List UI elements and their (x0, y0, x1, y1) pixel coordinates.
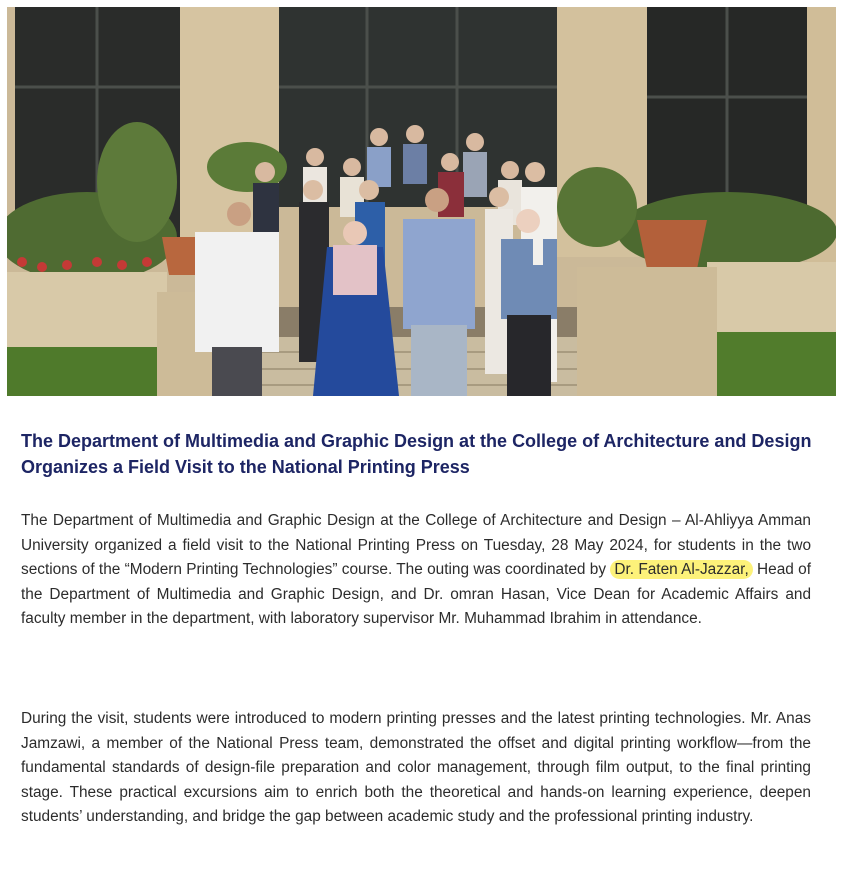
article-paragraph-1 (21, 509, 811, 632)
highlighted-name: Dr. Faten Al-Jazzar, (610, 560, 752, 579)
paragraph-1-text-end: Head of the Department of Multimedia and Graphic Design, and Dr. omran Hasan, Vice Dean for Academic Affairs and faculty member in the department, with laboratory supervisor Mr. Muhammad Ibrahim in attendance. (21, 561, 811, 627)
group-photo (7, 7, 836, 396)
article-paragraph-2: During the visit, students were introduced to modern printing presses and the latest printing technologies. Mr. Anas Jamzawi, a member of the National Press team, demonstrated the offset and digital printing workflow—from the fundamental standards of design-file preparation and color management, through film output, to the final printing stage. These practical excursions aim to enrich both the theoretical and hands-on learning experience, deepen students’ understanding, and bridge the gap between academic study and the professional printing industry. (21, 710, 811, 825)
group-photo-image (7, 7, 836, 396)
paragraph-1-text-start: The Department of Multimedia and Graphic Design at the College of Architecture and Design – Al-Ahliyya Amman University organized a field visit to the National Printing Press on Tuesday, 28 May 2024, for students in the two sections of the “Modern Printing Technologies” course. The outing was coordinated by (21, 512, 811, 578)
article-title: The Department of Multimedia and Graphic Design at the College of Architecture and Design Organizes a Field Visit to the National Printing Press (21, 431, 812, 477)
